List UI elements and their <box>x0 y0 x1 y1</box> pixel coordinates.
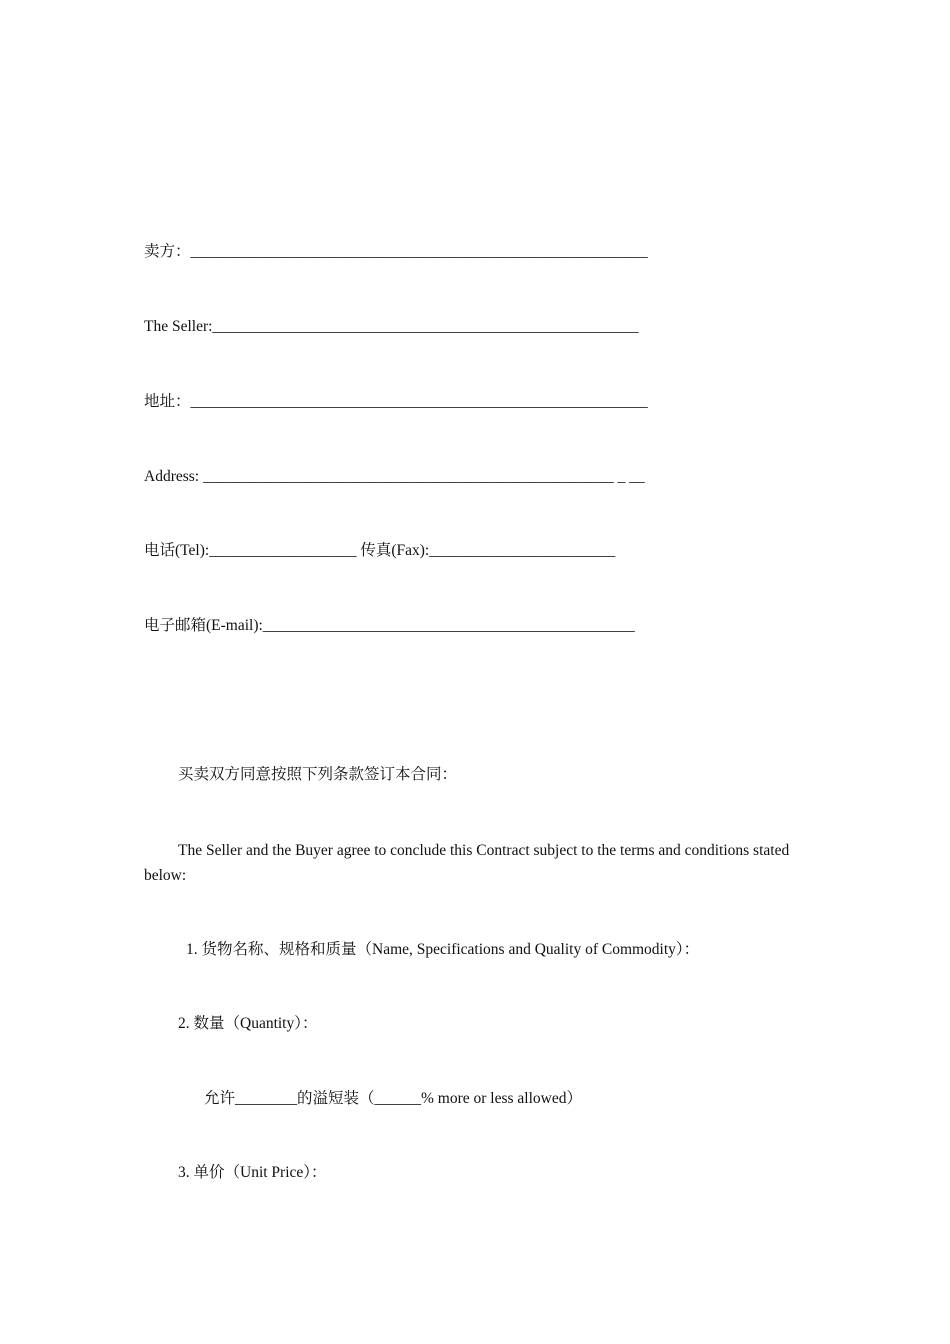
clause-2-tolerance-note: 允许________的溢短装（______% more or less allowed） <box>204 1090 582 1107</box>
address-en-field: Address: _____________________________________________________ _ __ <box>144 468 645 485</box>
clause-1-commodity: 1. 货物名称、规格和质量（Name, Specifications and Quality of Commodity）： <box>186 941 700 958</box>
email-field: 电子邮箱(E-mail):________________________________________________ <box>144 617 635 634</box>
clause-3-unit-price: 3. 单价（Unit Price）： <box>178 1164 327 1181</box>
seller-cn-field: 卖方：___________________________________________________________ <box>144 243 648 260</box>
clause-2-quantity: 2. 数量（Quantity）： <box>178 1015 318 1032</box>
address-cn-field: 地址：___________________________________________________________ <box>144 393 648 410</box>
agreement-intro-en: The Seller and the Buyer agree to conclude this Contract subject to the terms and conditions stated below: <box>144 842 790 884</box>
seller-en-field: The Seller:_______________________________________________________ <box>144 318 639 335</box>
agreement-intro-en-paragraph <box>144 838 814 888</box>
agreement-intro-cn: 买卖双方同意按照下列条款签订本合同： <box>178 766 458 783</box>
tel-fax-field: 电话(Tel):___________________ 传真(Fax):________________________ <box>144 542 616 559</box>
